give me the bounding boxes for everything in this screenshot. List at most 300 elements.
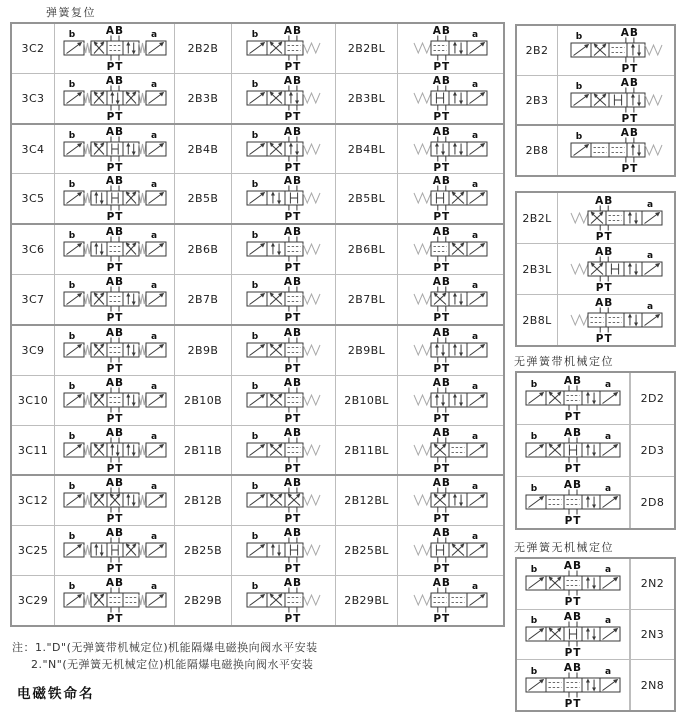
valve-symbol-svg: [523, 375, 623, 422]
model-code: 2B7BL: [336, 275, 398, 324]
svg-text:b: b: [68, 482, 75, 493]
valve-symbol-svg: [244, 427, 323, 474]
model-code: 3C3: [12, 74, 55, 123]
svg-text:PT: PT: [620, 163, 638, 175]
valve-table-row: [12, 426, 503, 477]
svg-text:AB: AB: [105, 175, 124, 188]
svg-text:AB: AB: [283, 276, 302, 289]
valve-symbol: [398, 275, 503, 324]
svg-text:PT: PT: [106, 312, 123, 324]
svg-text:PT: PT: [106, 60, 123, 72]
model-code: 2B3L: [517, 244, 558, 294]
svg-text:b: b: [68, 180, 75, 191]
valve-table-row: [12, 174, 503, 225]
svg-text:PT: PT: [620, 112, 638, 124]
svg-text:PT: PT: [595, 230, 613, 242]
svg-text:AB: AB: [105, 125, 124, 138]
svg-text:AB: AB: [105, 74, 124, 87]
valve-symbol: [398, 576, 503, 625]
svg-text:b: b: [68, 281, 75, 292]
model-code: 2B9B: [175, 326, 232, 375]
valve-table-row: [517, 425, 674, 477]
svg-text:AB: AB: [432, 477, 451, 490]
svg-text:PT: PT: [106, 513, 123, 525]
svg-text:AB: AB: [620, 127, 639, 140]
svg-text:b: b: [251, 29, 259, 40]
svg-text:AB: AB: [594, 194, 613, 207]
valve-symbol-svg: [411, 175, 490, 222]
svg-text:b: b: [575, 81, 582, 92]
valve-table-row: [12, 576, 503, 625]
svg-text:AB: AB: [594, 296, 613, 309]
valve-table-row: [12, 74, 503, 125]
svg-text:AB: AB: [105, 226, 124, 239]
svg-text:PT: PT: [433, 262, 451, 274]
model-code: 3C11: [12, 426, 55, 475]
svg-text:PT: PT: [564, 515, 582, 526]
valve-symbol: [398, 74, 503, 123]
valve-symbol: [398, 376, 503, 425]
svg-text:AB: AB: [105, 426, 124, 439]
svg-text:a: a: [150, 431, 157, 442]
valve-symbol-svg: [61, 175, 169, 222]
valve-symbol-svg: [61, 226, 169, 273]
svg-text:a: a: [604, 666, 612, 677]
svg-text:b: b: [251, 381, 259, 392]
svg-text:PT: PT: [595, 281, 613, 293]
model-code: 3C9: [12, 326, 55, 375]
valve-table-row: [517, 193, 674, 244]
svg-text:AB: AB: [283, 376, 302, 389]
svg-text:a: a: [471, 130, 479, 141]
svg-text:PT: PT: [433, 563, 451, 575]
valve-table-row: [12, 526, 503, 576]
svg-text:b: b: [251, 582, 259, 593]
panel-detent: [515, 371, 676, 530]
svg-text:PT: PT: [433, 110, 451, 122]
model-code: 2B3BL: [336, 74, 398, 123]
model-code: 2B5B: [175, 174, 232, 223]
valve-symbol-svg: [411, 226, 490, 273]
svg-text:PT: PT: [433, 161, 451, 173]
valve-symbol: [232, 576, 336, 625]
valve-symbol-svg: [411, 126, 490, 173]
valve-symbol-svg: [523, 427, 623, 474]
svg-text:PT: PT: [284, 262, 302, 274]
svg-text:a: a: [150, 281, 157, 292]
valve-symbol-svg: [61, 25, 169, 72]
valve-symbol-svg: [61, 527, 169, 574]
section-title-spring-return: 弹簧复位: [46, 6, 96, 19]
svg-text:b: b: [530, 432, 538, 442]
valve-table-row: [517, 26, 674, 76]
svg-text:b: b: [68, 79, 75, 90]
footer-title-solenoid-naming: 电磁铁命名: [17, 686, 95, 702]
model-code: 2N8: [630, 660, 674, 710]
model-code: 2B25B: [175, 526, 232, 575]
svg-text:a: a: [150, 582, 157, 593]
valve-symbol: [398, 326, 503, 375]
svg-text:a: a: [471, 29, 479, 40]
valve-symbol-svg: [568, 27, 665, 74]
svg-text:b: b: [68, 331, 75, 342]
model-code: 2B10B: [175, 376, 232, 425]
valve-symbol-svg: [61, 377, 169, 424]
model-code: 3C5: [12, 174, 55, 223]
svg-text:AB: AB: [432, 175, 451, 188]
valve-symbol-svg: [244, 276, 323, 323]
valve-symbol: [232, 476, 336, 525]
valve-symbol-svg: [411, 327, 490, 374]
valve-symbol-svg: [244, 477, 323, 524]
model-code: 2B2: [517, 26, 558, 75]
valve-symbol: [232, 174, 336, 223]
model-code: 2B2L: [517, 193, 558, 243]
model-code: 3C6: [12, 225, 55, 274]
valve-symbol-svg: [244, 527, 323, 574]
valve-symbol-svg: [411, 427, 490, 474]
svg-text:PT: PT: [284, 563, 302, 575]
svg-text:PT: PT: [564, 411, 582, 422]
model-code: 3C29: [12, 576, 55, 625]
svg-text:PT: PT: [564, 647, 582, 658]
svg-text:AB: AB: [283, 527, 302, 540]
svg-text:a: a: [471, 482, 479, 493]
model-code: 2B2B: [175, 24, 232, 73]
svg-text:a: a: [604, 432, 612, 442]
valve-table-row: [517, 76, 674, 127]
svg-text:b: b: [530, 616, 538, 626]
svg-text:AB: AB: [432, 74, 451, 87]
svg-text:AB: AB: [432, 125, 451, 138]
note-line-2: 2."N"(无弹簧无机械定位)机能隔爆电磁换向阀水平安装: [31, 658, 314, 671]
model-code: 3C4: [12, 125, 55, 174]
panel-no-detent: [515, 557, 676, 712]
valve-table-row: [12, 275, 503, 326]
model-code: 2B3: [517, 76, 558, 125]
valve-symbol-svg: [244, 175, 323, 222]
svg-text:a: a: [604, 565, 612, 576]
svg-text:PT: PT: [433, 462, 451, 474]
valve-table-row: [517, 610, 674, 661]
model-code: 2N3: [630, 610, 674, 660]
svg-text:a: a: [604, 484, 612, 494]
svg-text:PT: PT: [564, 463, 582, 474]
svg-text:b: b: [530, 565, 538, 576]
valve-symbol-svg: [411, 25, 490, 72]
svg-text:PT: PT: [284, 412, 302, 424]
svg-text:b: b: [68, 231, 75, 242]
valve-table-row: [517, 244, 674, 295]
valve-symbol-svg: [411, 527, 490, 574]
svg-text:AB: AB: [105, 276, 124, 289]
svg-text:b: b: [530, 666, 538, 677]
section-title-no-detent: 无弹簧无机械定位: [514, 541, 614, 554]
svg-text:AB: AB: [283, 125, 302, 138]
model-code: 2B11B: [175, 426, 232, 475]
model-code: 3C12: [12, 476, 55, 525]
model-code: 3C25: [12, 526, 55, 575]
valve-symbol: [232, 275, 336, 324]
valve-symbol: [558, 193, 674, 243]
valve-symbol: [398, 526, 503, 575]
valve-symbol: [232, 74, 336, 123]
main-valve-table: [10, 22, 505, 627]
valve-symbol: [232, 526, 336, 575]
svg-text:AB: AB: [105, 477, 124, 490]
svg-text:AB: AB: [432, 376, 451, 389]
valve-symbol: [232, 24, 336, 73]
valve-symbol: [558, 126, 674, 175]
svg-text:PT: PT: [284, 211, 302, 223]
svg-text:a: a: [471, 431, 479, 442]
valve-symbol-svg: [61, 75, 169, 122]
svg-text:PT: PT: [284, 613, 302, 625]
valve-symbol: [55, 125, 175, 174]
svg-text:PT: PT: [106, 110, 123, 122]
svg-text:b: b: [530, 380, 538, 390]
svg-text:AB: AB: [105, 376, 124, 389]
valve-table-row: [517, 660, 674, 710]
valve-symbol: [55, 275, 175, 324]
svg-text:a: a: [150, 29, 157, 40]
valve-symbol-svg: [523, 560, 623, 607]
svg-text:b: b: [68, 431, 75, 442]
svg-text:PT: PT: [433, 513, 451, 525]
notes-block: [12, 639, 318, 673]
model-code: 2B2BL: [336, 24, 398, 73]
svg-text:AB: AB: [283, 326, 302, 339]
svg-text:b: b: [251, 180, 259, 191]
svg-text:PT: PT: [106, 161, 123, 173]
svg-text:a: a: [150, 381, 157, 392]
model-code: 2B3B: [175, 74, 232, 123]
panel-solenoid-b-spring: [515, 24, 676, 177]
model-code: 2B25BL: [336, 526, 398, 575]
model-code: 2D2: [630, 373, 674, 424]
model-code: 2B11BL: [336, 426, 398, 475]
svg-text:PT: PT: [433, 312, 451, 324]
valve-table-row: [517, 295, 674, 345]
valve-symbol: [55, 326, 175, 375]
svg-text:a: a: [150, 130, 157, 141]
valve-symbol: [55, 476, 175, 525]
svg-text:AB: AB: [432, 527, 451, 540]
valve-symbol-svg: [568, 195, 665, 242]
valve-symbol-svg: [61, 477, 169, 524]
section-title-detent: 无弹簧带机械定位: [514, 355, 614, 368]
valve-symbol: [517, 660, 630, 710]
valve-symbol-svg: [568, 297, 665, 344]
valve-symbol: [55, 174, 175, 223]
svg-text:AB: AB: [105, 577, 124, 590]
svg-text:b: b: [575, 31, 582, 42]
model-code: 2N2: [630, 559, 674, 609]
valve-symbol-svg: [61, 276, 169, 323]
svg-text:a: a: [150, 79, 157, 90]
svg-text:AB: AB: [432, 226, 451, 239]
model-code: 3C10: [12, 376, 55, 425]
valve-symbol-svg: [568, 127, 665, 174]
valve-symbol-svg: [523, 611, 623, 658]
svg-text:PT: PT: [106, 563, 123, 575]
svg-text:PT: PT: [106, 613, 123, 625]
valve-symbol: [55, 225, 175, 274]
svg-text:AB: AB: [283, 477, 302, 490]
svg-text:AB: AB: [563, 375, 583, 387]
svg-text:PT: PT: [284, 161, 302, 173]
valve-symbol-svg: [61, 577, 169, 624]
svg-text:AB: AB: [620, 76, 639, 89]
valve-symbol-svg: [568, 77, 665, 124]
svg-text:PT: PT: [284, 513, 302, 525]
svg-text:a: a: [646, 199, 653, 210]
svg-text:AB: AB: [432, 577, 451, 590]
svg-text:AB: AB: [594, 245, 613, 258]
valve-symbol: [398, 24, 503, 73]
valve-symbol-svg: [568, 246, 665, 293]
svg-text:PT: PT: [106, 211, 123, 223]
svg-text:AB: AB: [105, 527, 124, 540]
valve-symbol-svg: [244, 377, 323, 424]
valve-symbol: [55, 526, 175, 575]
svg-text:PT: PT: [106, 462, 123, 474]
valve-table-row: [517, 373, 674, 425]
model-code: 2B12B: [175, 476, 232, 525]
svg-text:AB: AB: [432, 326, 451, 339]
valve-symbol: [517, 425, 630, 476]
valve-symbol: [398, 174, 503, 223]
valve-symbol: [517, 559, 630, 609]
valve-symbol: [55, 426, 175, 475]
valve-symbol: [232, 426, 336, 475]
valve-table-row: [12, 225, 503, 275]
valve-symbol-svg: [61, 427, 169, 474]
svg-text:AB: AB: [283, 74, 302, 87]
svg-text:AB: AB: [283, 426, 302, 439]
svg-text:AB: AB: [563, 611, 583, 623]
svg-text:AB: AB: [105, 24, 124, 37]
svg-text:AB: AB: [283, 226, 302, 239]
model-code: 2B7B: [175, 275, 232, 324]
svg-text:AB: AB: [563, 479, 583, 491]
svg-text:b: b: [68, 29, 75, 40]
valve-symbol-svg: [244, 25, 323, 72]
svg-text:PT: PT: [106, 262, 123, 274]
valve-symbol: [55, 376, 175, 425]
model-code: 2B8L: [517, 295, 558, 345]
svg-text:b: b: [251, 281, 259, 292]
svg-text:PT: PT: [284, 462, 302, 474]
model-code: 2B29B: [175, 576, 232, 625]
valve-symbol-svg: [523, 662, 623, 709]
valve-symbol: [558, 295, 674, 345]
svg-text:AB: AB: [105, 326, 124, 339]
valve-table-row: [517, 559, 674, 610]
valve-table-row: [12, 125, 503, 175]
valve-symbol-svg: [411, 377, 490, 424]
svg-text:PT: PT: [284, 362, 302, 374]
valve-symbol: [517, 610, 630, 660]
valve-table-row: [12, 326, 503, 376]
svg-text:b: b: [251, 79, 259, 90]
svg-text:PT: PT: [433, 211, 451, 223]
valve-table-row: [517, 477, 674, 528]
model-code: 2B9BL: [336, 326, 398, 375]
svg-text:PT: PT: [284, 312, 302, 324]
model-code: 2B6BL: [336, 225, 398, 274]
svg-text:PT: PT: [595, 332, 613, 344]
svg-text:AB: AB: [432, 426, 451, 439]
svg-text:AB: AB: [563, 427, 583, 439]
svg-text:PT: PT: [564, 596, 582, 608]
svg-text:PT: PT: [620, 62, 638, 74]
valve-table-row: [12, 376, 503, 426]
svg-text:PT: PT: [433, 362, 451, 374]
svg-text:b: b: [575, 132, 582, 143]
svg-text:a: a: [150, 532, 157, 543]
svg-text:AB: AB: [283, 175, 302, 188]
model-code: 2B29BL: [336, 576, 398, 625]
valve-symbol-svg: [411, 577, 490, 624]
valve-symbol: [398, 426, 503, 475]
svg-text:b: b: [251, 532, 259, 543]
svg-text:AB: AB: [432, 276, 451, 289]
svg-text:AB: AB: [432, 24, 451, 37]
svg-text:PT: PT: [284, 60, 302, 72]
svg-text:a: a: [471, 582, 479, 593]
valve-symbol: [232, 225, 336, 274]
svg-text:a: a: [150, 482, 157, 493]
valve-symbol: [558, 244, 674, 294]
svg-text:a: a: [471, 180, 479, 191]
svg-text:b: b: [251, 331, 259, 342]
svg-text:PT: PT: [433, 60, 451, 72]
valve-symbol: [55, 24, 175, 73]
svg-text:a: a: [150, 180, 157, 191]
svg-text:b: b: [68, 582, 75, 593]
svg-text:a: a: [604, 380, 612, 390]
svg-text:b: b: [251, 482, 259, 493]
valve-symbol: [558, 26, 674, 75]
svg-text:PT: PT: [433, 613, 451, 625]
svg-text:PT: PT: [433, 412, 451, 424]
svg-text:AB: AB: [283, 577, 302, 590]
svg-text:b: b: [68, 130, 75, 141]
valve-table-row: [12, 476, 503, 526]
valve-symbol: [398, 225, 503, 274]
model-code: 2D3: [630, 425, 674, 476]
valve-symbol-svg: [244, 226, 323, 273]
svg-text:a: a: [150, 331, 157, 342]
svg-text:b: b: [251, 431, 259, 442]
model-code: 2B12BL: [336, 476, 398, 525]
svg-text:AB: AB: [563, 661, 583, 674]
valve-symbol-svg: [61, 126, 169, 173]
svg-text:b: b: [68, 381, 75, 392]
panel-spring-solenoid-a: [515, 191, 676, 347]
valve-symbol-svg: [244, 75, 323, 122]
svg-text:PT: PT: [284, 110, 302, 122]
valve-symbol-svg: [523, 479, 623, 526]
model-code: 3C7: [12, 275, 55, 324]
svg-text:AB: AB: [620, 26, 639, 39]
model-code: 2B8: [517, 126, 558, 175]
valve-symbol: [232, 326, 336, 375]
svg-text:AB: AB: [283, 24, 302, 37]
svg-text:b: b: [251, 231, 259, 242]
svg-text:a: a: [604, 616, 612, 626]
